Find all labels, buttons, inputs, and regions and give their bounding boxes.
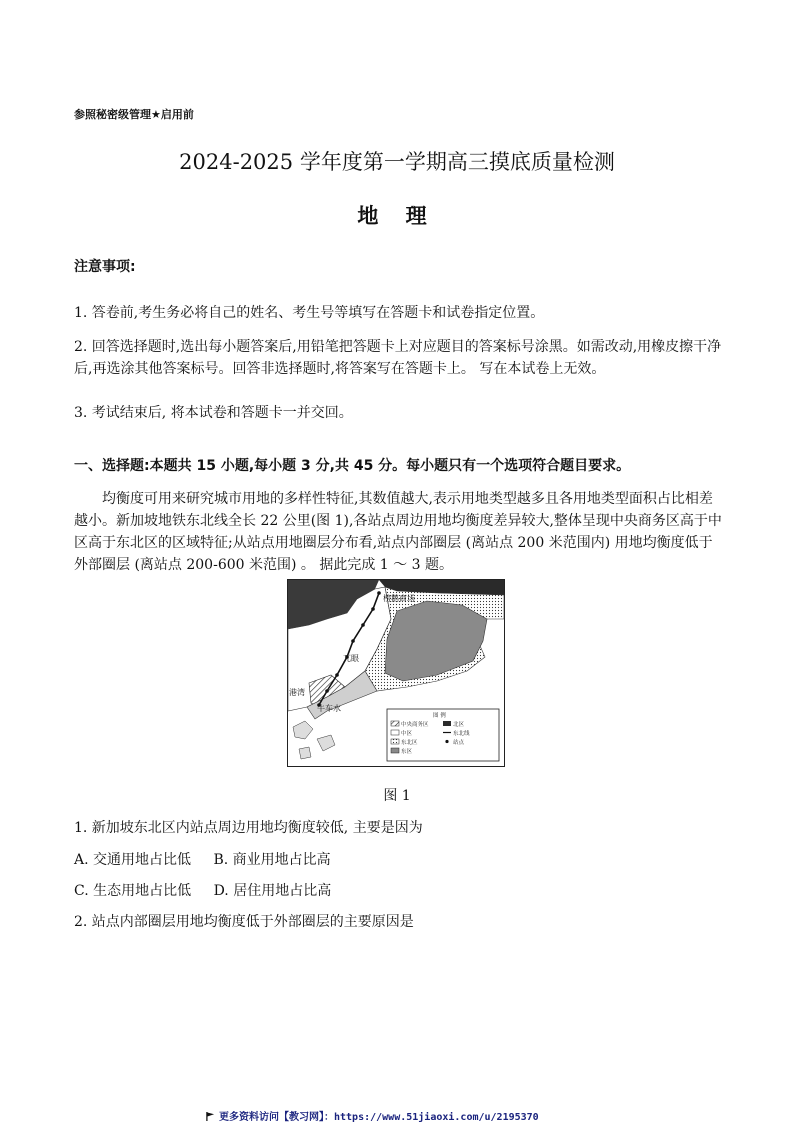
- map-label-harbor: 港湾: [289, 688, 305, 697]
- footer-text: 更多资料访问【教习网】：https://www.51jiaoxi.com/u/2195370: [219, 1112, 539, 1123]
- station-dot: [377, 591, 381, 595]
- notice-item-3: 3. 考试结束后, 将本试卷和答题卡一并交回。: [74, 405, 353, 421]
- station-dot: [335, 673, 339, 677]
- legend-item-cbd: 中央商务区: [401, 722, 429, 728]
- legend-title: 图 例: [433, 713, 446, 719]
- confidential-label: 参照秘密级管理★启用前: [74, 108, 194, 121]
- question-2-stem: 2. 站点内部圈层用地均衡度低于外部圈层的主要原因是: [74, 914, 414, 930]
- figure-caption: 图 1: [383, 788, 411, 804]
- option-b: B. 商业用地占比高: [213, 852, 331, 868]
- option-d: D. 居住用地占比高: [213, 883, 332, 899]
- footer-link[interactable]: [206, 1108, 539, 1123]
- question-1-options-ab: [74, 849, 331, 869]
- station-dot: [351, 639, 355, 643]
- section-heading: 一、选择题:本题共 15 小题,每小题 3 分,共 45 分。每小题只有一个选项符合题目要求。: [74, 458, 631, 474]
- question-1-options-cd: [74, 880, 331, 900]
- legend-item-station: 站点: [453, 740, 465, 746]
- figure-map: [287, 579, 505, 767]
- subject-title: 地 理: [357, 203, 437, 228]
- option-c: C. 生态用地占比低: [74, 883, 192, 899]
- notice-item-2: 2. 回答选择题时,选出每小题答案后,用铅笔把答题卡上对应题目的答案标号涂黑。如需改动,用橡皮擦干净后,再选涂其他答案标号。回答非选择题时,将答案写在答题卡上。 写在本试卷上无效。: [74, 339, 722, 377]
- notice-item-1: 1. 答卷前,考生务必将自己的姓名、考生号等填写在答题卡和试卷指定位置。: [74, 305, 545, 321]
- legend-item-line: 东北线: [453, 731, 470, 737]
- map-label-top: 榜鹅商场: [383, 594, 415, 603]
- legend-item-east: 东区: [401, 749, 413, 755]
- station-dot: [361, 623, 365, 627]
- map-label-bottom: 牛车水: [317, 704, 341, 713]
- island-3: [299, 747, 311, 759]
- legend-item-central: 中区: [401, 731, 413, 737]
- notice-heading: 注意事项:: [74, 259, 136, 275]
- map-label-mid: 兀眼: [343, 654, 359, 663]
- option-a: A. 交通用地占比低: [74, 852, 192, 868]
- map-legend: [387, 709, 499, 761]
- station-dot: [325, 689, 329, 693]
- station-dot: [371, 607, 375, 611]
- legend-item-northeast: 东北区: [401, 740, 418, 746]
- exam-title: 2024-2025 学年度第一学期高三摸底质量检测: [179, 150, 615, 174]
- legend-item-north: 北区: [453, 722, 465, 728]
- question-1-stem: 1. 新加坡东北区内站点周边用地均衡度较低, 主要是因为: [74, 820, 423, 836]
- section-intro: 均衡度可用来研究城市用地的多样性特征,其数值越大,表示用地类型越多且各用地类型面积占比相差越小。新加坡地铁东北线全长 22 公里(图 1),各站点周边用地均衡度差异较大,整体呈现中央商务区高于中区高于东北区的区域特征;从站点用地圈层分布看,站点内部圈层 (离站点 200 米范围内) 用地均衡度低于外部圈层 (离站点 200-600 米范围) 。 据此完成 1 ～ 3 题。: [74, 491, 722, 573]
- flag-icon: [206, 1112, 215, 1121]
